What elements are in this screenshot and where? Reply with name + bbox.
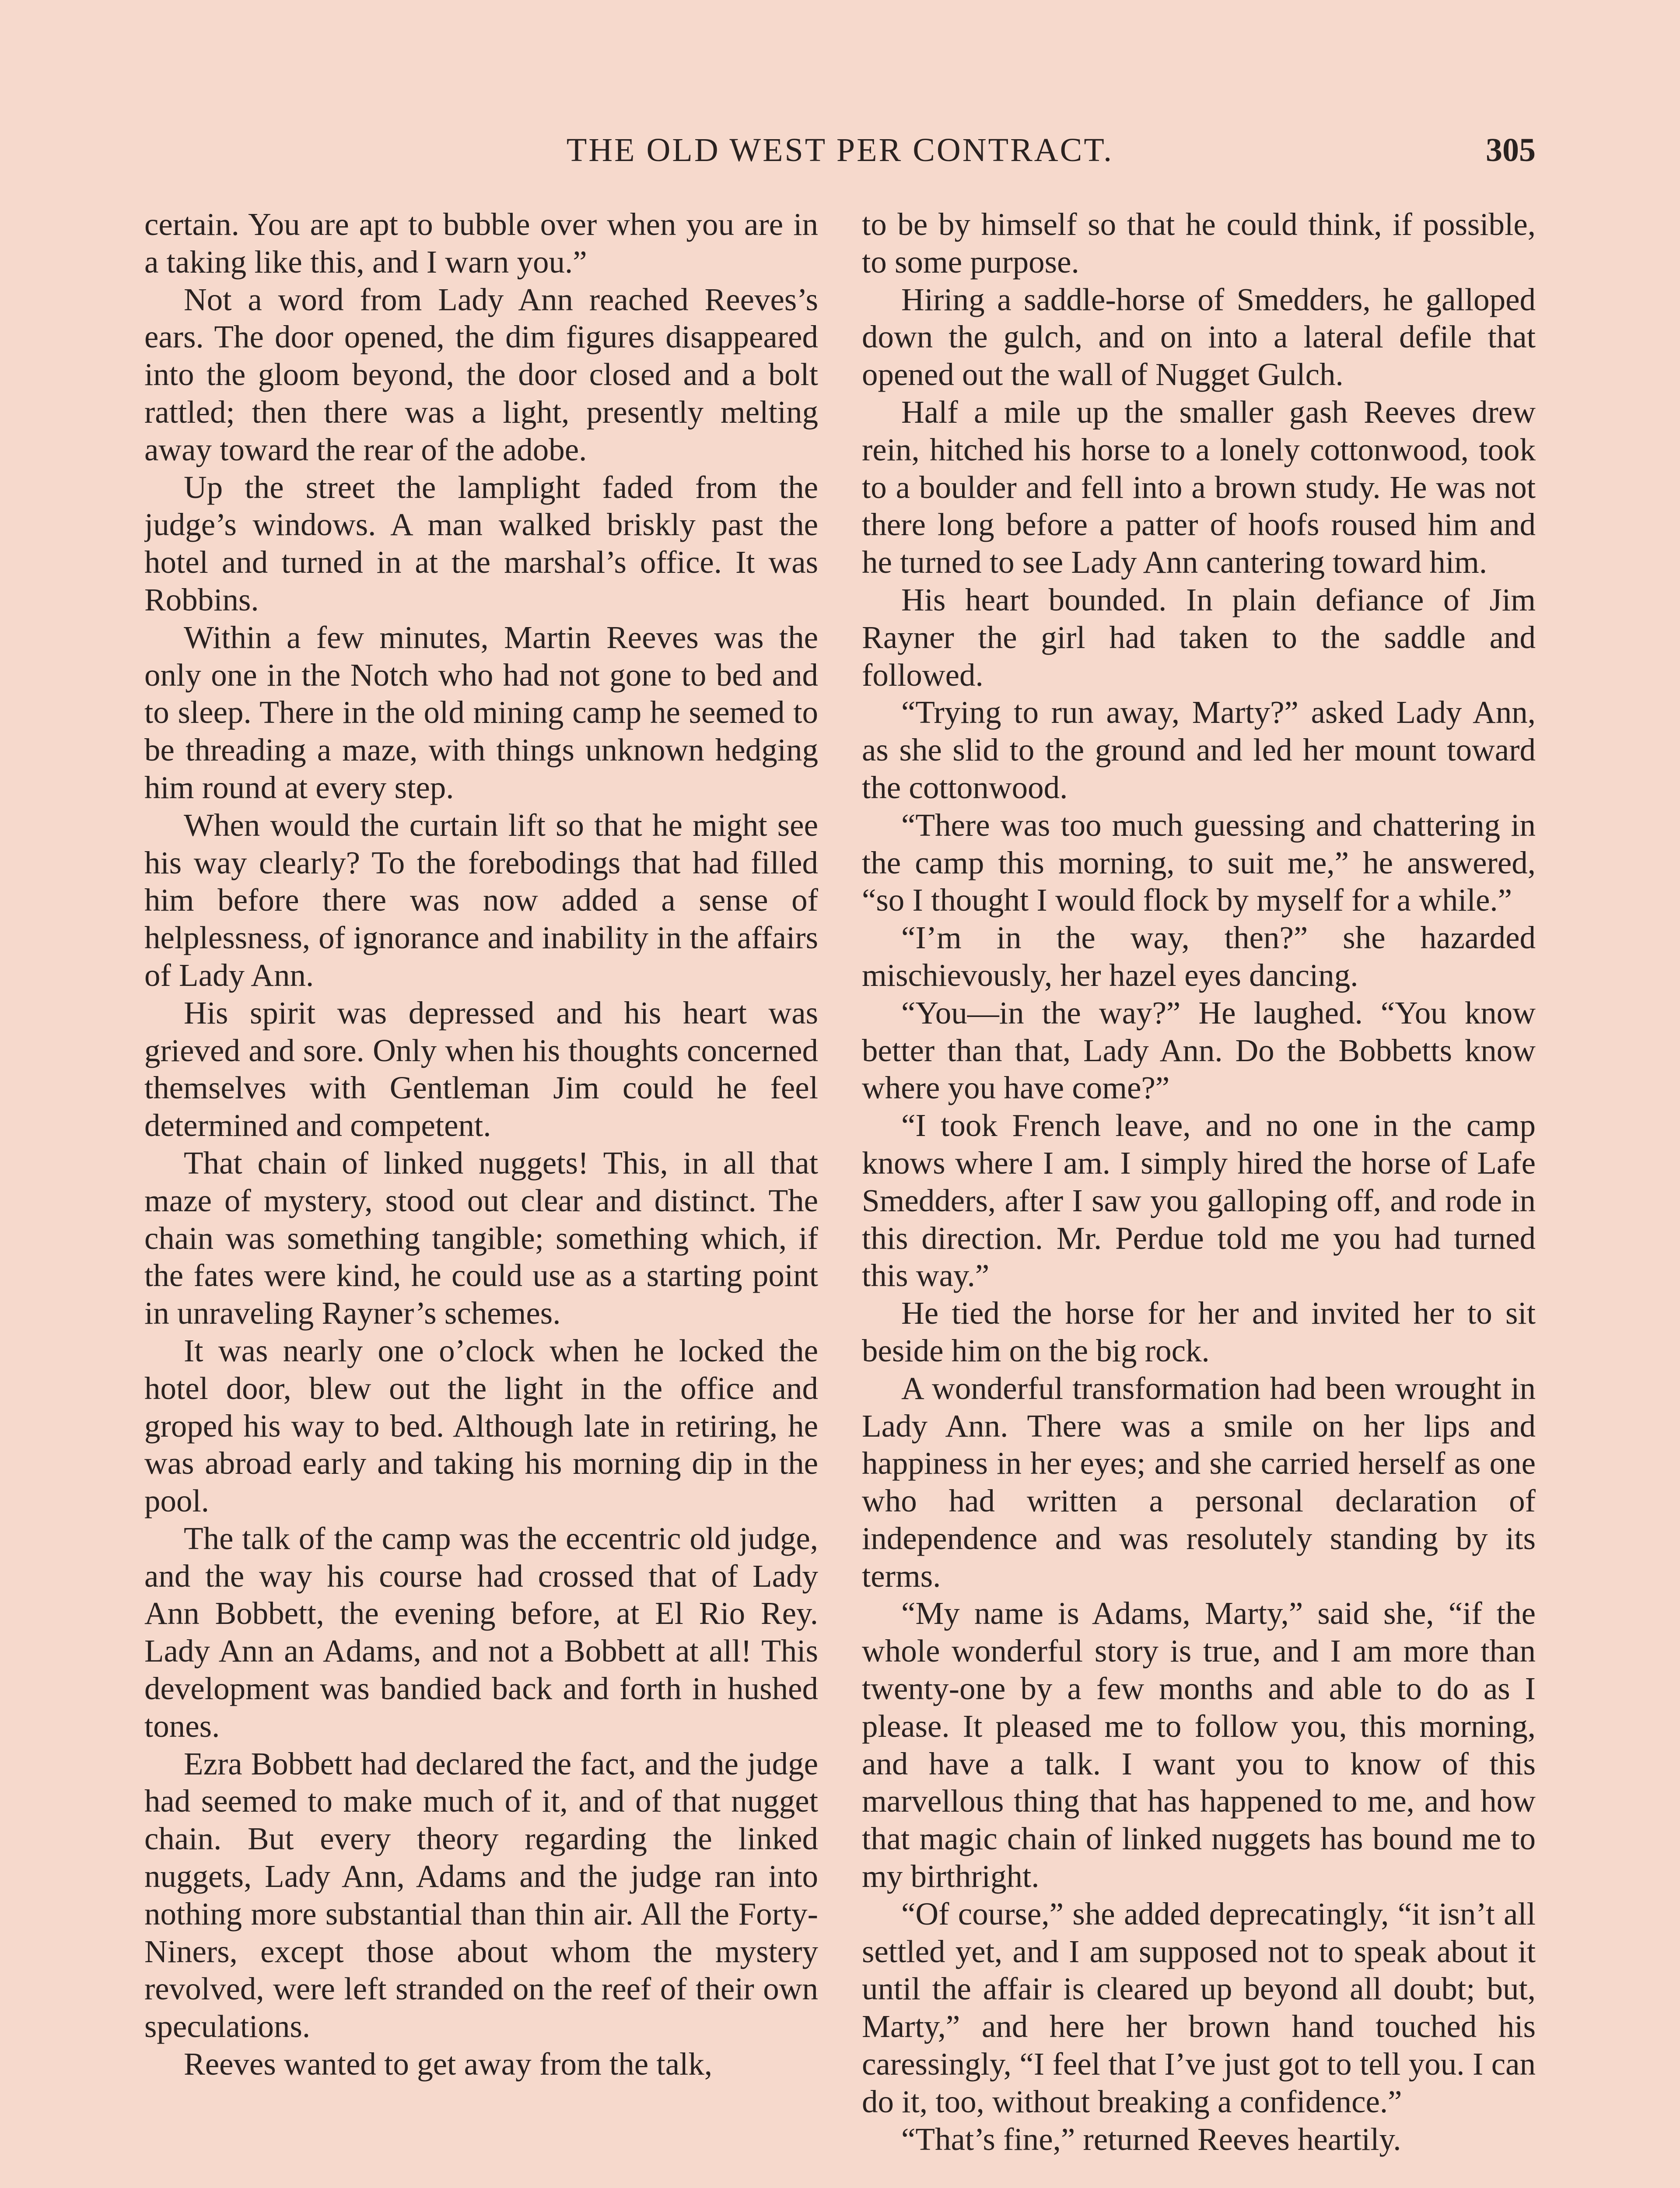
column-left [144, 206, 818, 2188]
paragraph: “Trying to run away, Marty?” asked Lady Ann, as she slid to the ground and led her mount toward the cottonwood. [862, 694, 1536, 805]
paragraph: A wonderful transformation had been wrought in Lady Ann. There was a smile on her lips and happiness in her eyes; and she carried herself as one who had written a personal declaration of independence and was resolutely standing by its terms. [862, 1370, 1536, 1594]
paragraph: Reeves wanted to get away from the talk, [184, 2046, 713, 2082]
paragraph: certain. You are apt to bubble over when you are in a taking like this, and I warn you.” [144, 207, 818, 280]
paragraph: It was nearly one o’clock when he locked the hotel door, blew out the light in the office and groped his way to bed. Although late in retiring, he was abroad early and taking his morning dip in the pool. [144, 1332, 818, 1519]
paragraph: Half a mile up the smaller gash Reeves drew rein, hitched his horse to a lonely cottonwood, took to a boulder and fell into a brown study. He was not there long before a patter of hoofs roused him and he turned to see Lady Ann cantering toward him. [862, 394, 1536, 580]
paragraph: He tied the horse for her and invited her to sit beside him on the big rock. [862, 1295, 1536, 1368]
paragraph: Ezra Bobbett had declared the fact, and the judge had seemed to make much of it, and of that nugget chain. But every theory regarding the linked nuggets, Lady Ann, Adams and the judge ran into nothing more substantial than thin air. All the Forty-Niners, except those about whom the mystery revolved, were left stranded on the reef of their own speculations. [144, 1746, 818, 2044]
paragraph: to be by himself so that he could think, if possible, to some purpose. [862, 207, 1536, 280]
paragraph: Up the street the lamplight faded from the judge’s windows. A man walked briskly past the hotel and turned in at the marshal’s office. It was Robbins. [144, 469, 818, 617]
paragraph: “There was too much guessing and chattering in the camp this morning, to suit me,” he answered, “so I thought I would flock by myself for a while.” [862, 807, 1536, 918]
paragraph: “That’s fine,” returned Reeves heartily. [901, 2121, 1401, 2157]
paragraph: His spirit was depressed and his heart was grieved and sore. Only when his thoughts concerned themselves with Gentleman Jim could he feel determined and competent. [144, 995, 818, 1143]
text-columns [144, 206, 1536, 2188]
paragraph: Not a word from Lady Ann reached Reeves’s ears. The door opened, the dim figures disappeared into the gloom beyond, the door closed and a bolt rattled; then there was a light, presently melting away toward the rear of the adobe. [144, 281, 818, 467]
paragraph: The talk of the camp was the eccentric old judge, and the way his course had crossed that of Lady Ann Bobbett, the evening before, at El Rio Rey. Lady Ann an Adams, and not a Bobbett at all! This development was bandied back and forth in hushed tones. [144, 1520, 818, 1744]
page-header [144, 131, 1536, 179]
paragraph: Hiring a saddle-horse of Smedders, he galloped down the gulch, and on into a lateral defile that opened out the wall of Nugget Gulch. [862, 281, 1536, 393]
paragraph: That chain of linked nuggets! This, in all that maze of mystery, stood out clear and distinct. The chain was something tangible; something which, if the fates were kind, he could use as a starting point in unraveling Rayner’s schemes. [144, 1145, 818, 1331]
column-right [862, 206, 1536, 2188]
paragraph: “I’m in the way, then?” she hazarded mischievously, her hazel eyes dancing. [862, 920, 1536, 993]
paragraph: “I took French leave, and no one in the camp knows where I am. I simply hired the horse of Lafe Smedders, after I saw you galloping off, and rode in this direction. Mr. Perdue told me you had turned this way.” [862, 1108, 1536, 1294]
paragraph: Within a few minutes, Martin Reeves was the only one in the Notch who had not gone to bed and to sleep. There in the old mining camp he seemed to be threading a maze, with things unknown hedging him round at every step. [144, 619, 818, 805]
paragraph: “Of course,” she added deprecatingly, “it isn’t all settled yet, and I am supposed not to speak about it until the affair is cleared up beyond all doubt; but, Marty,” and here her brown hand touched his caressingly, “I feel that I’ve just got to tell you. I can do it, too, without breaking a confidence.” [862, 1896, 1536, 2119]
paragraph: “You—in the way?” He laughed. “You know better than that, Lady Ann. Do the Bobbetts know where you have come?” [862, 995, 1536, 1106]
paragraph: His heart bounded. In plain defiance of Jim Rayner the girl had taken to the saddle and followed. [862, 582, 1536, 693]
page-number: 305 [1486, 132, 1536, 168]
paragraph: When would the curtain lift so that he might see his way clearly? To the forebodings that had filled him before there was now added a sense of helplessness, of ignorance and inability in the affairs of Lady Ann. [144, 807, 818, 993]
paragraph: “My name is Adams, Marty,” said she, “if the whole wonderful story is true, and I am more than twenty-one by a few months and able to do as I please. It pleased me to follow you, this morning, and have a talk. I want you to know of this marvellous thing that has happened to me, and how that magic chain of linked nuggets has bound me to my birthright. [862, 1595, 1536, 1894]
running-title: THE OLD WEST PER CONTRACT. [566, 132, 1114, 168]
